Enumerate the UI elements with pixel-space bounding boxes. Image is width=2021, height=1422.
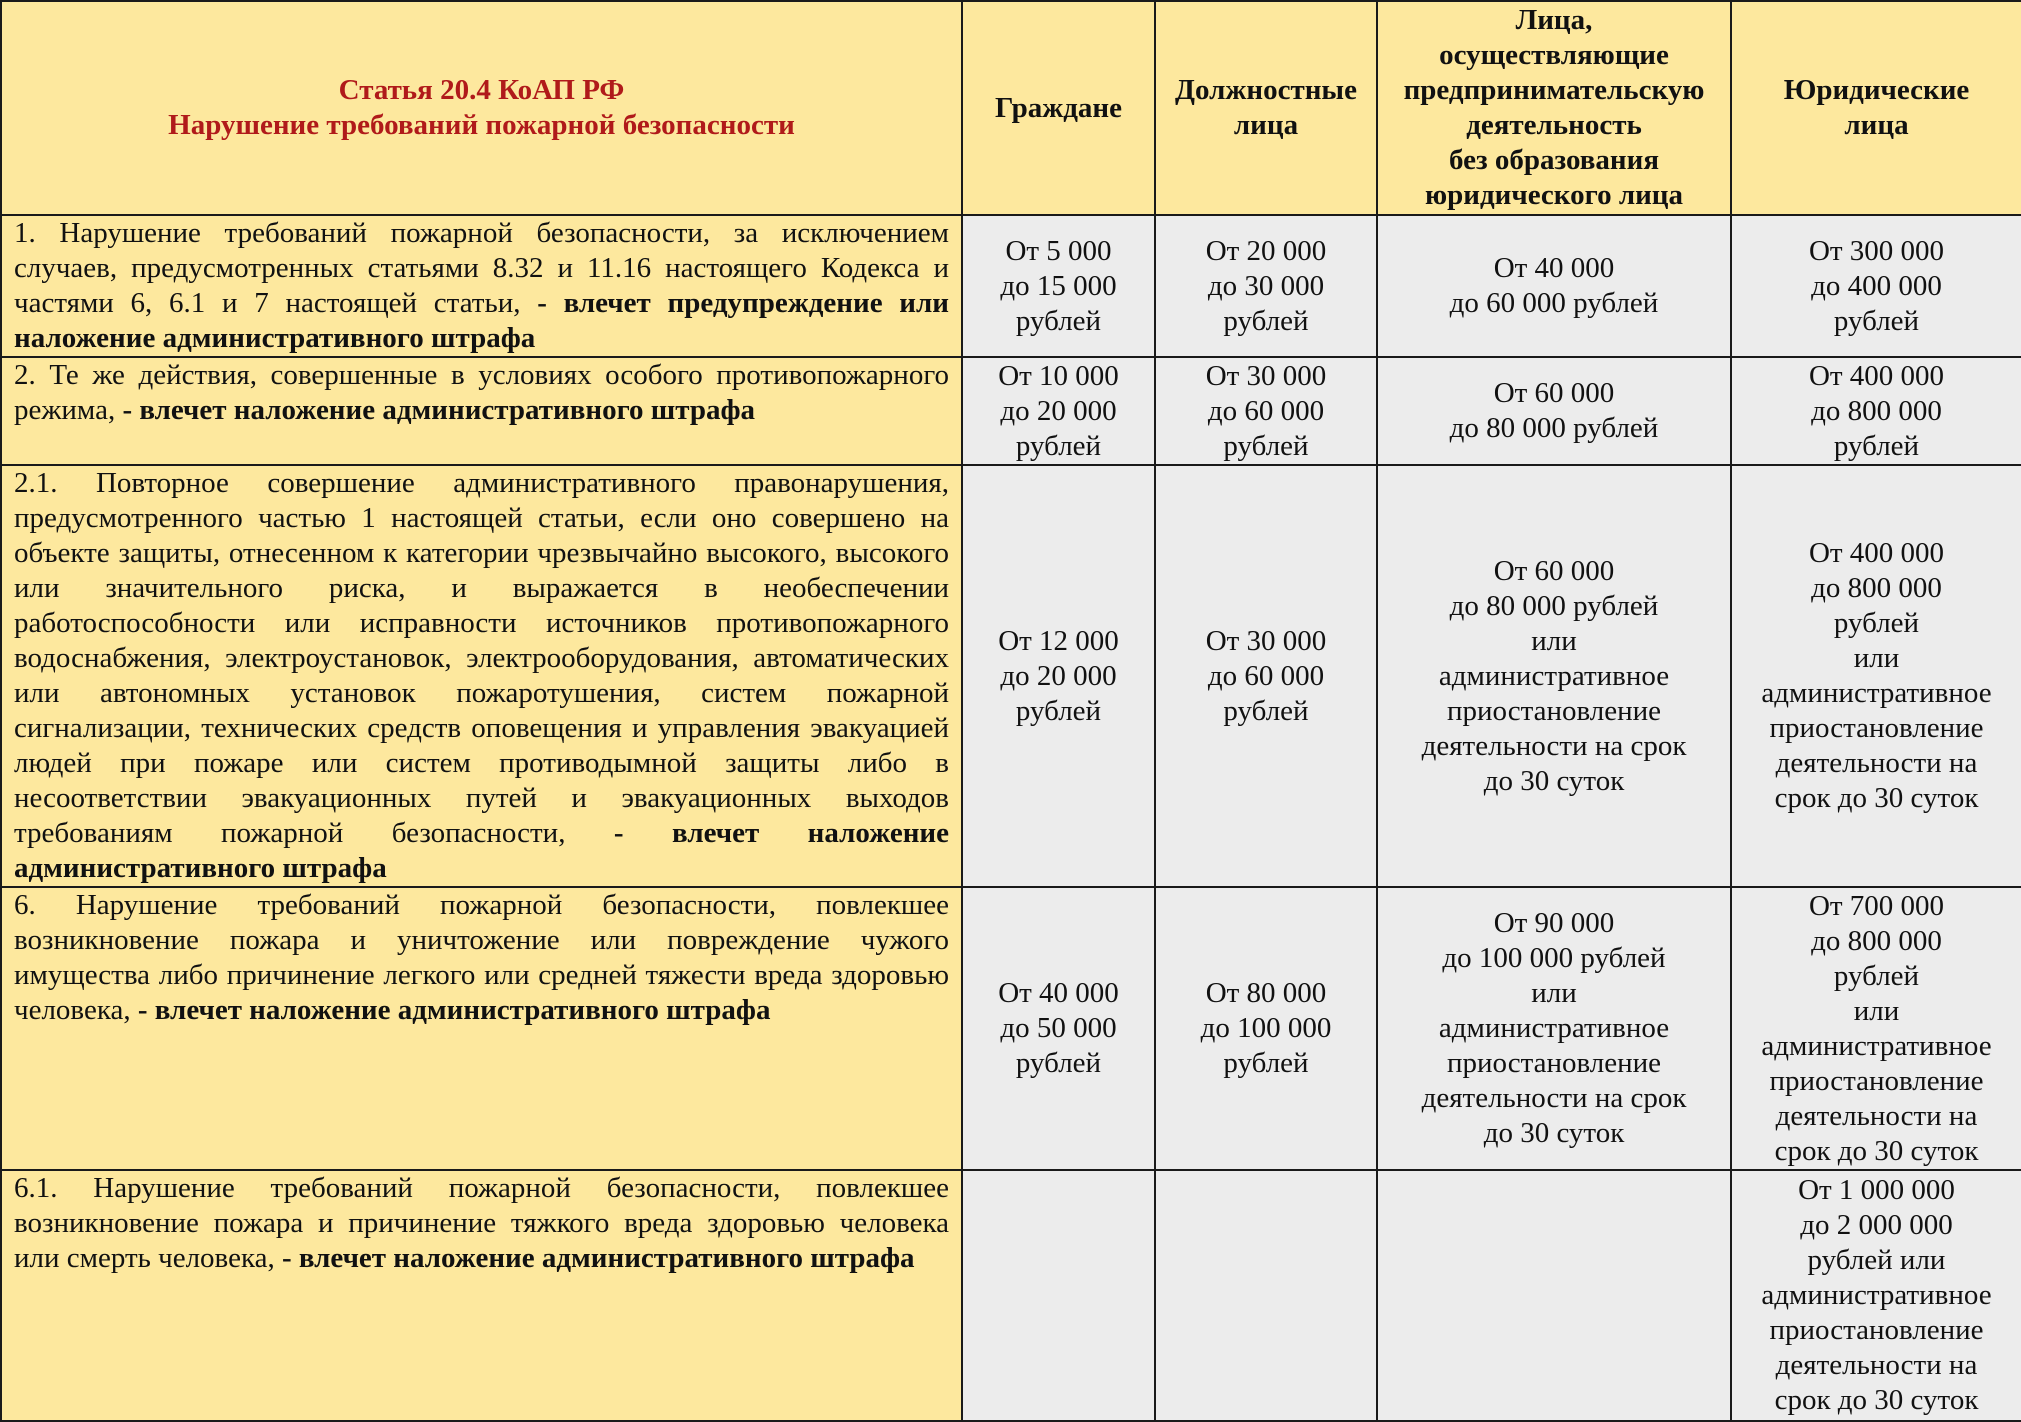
- fine-officials: От 20 000 до 30 000 рублей: [1155, 215, 1377, 357]
- table-row: [1, 887, 2021, 1170]
- offense-description: [1, 357, 962, 465]
- fine-legal-entities: От 400 000 до 800 000 рублей: [1731, 357, 2021, 465]
- header-row: [1, 1, 2021, 215]
- fine-citizens: [962, 1170, 1155, 1421]
- offense-description: [1, 465, 962, 887]
- penalty-text: - влечет наложение административного штрафа: [14, 817, 949, 884]
- offense-text: 2. Те же действия, совершенные в условиях особого противопожарного режима,: [14, 359, 949, 426]
- offense-text: 6.1. Нарушение требований пожарной безопасности, повлекшее возникновение пожара и причинение тяжкого вреда здоровью человека или смерть человека,: [14, 1172, 949, 1274]
- article-title-line2: Нарушение требований пожарной безопасности: [168, 109, 795, 141]
- fine-entrepreneurs: От 60 000 до 80 000 рублей или административное приостановление деятельности на срок до 30 суток: [1377, 465, 1731, 887]
- fine-officials: От 30 000 до 60 000 рублей: [1155, 465, 1377, 887]
- table-row: [1, 357, 2021, 465]
- column-header-citizens: Граждане: [962, 1, 1155, 215]
- fine-citizens: От 12 000 до 20 000 рублей: [962, 465, 1155, 887]
- article-title: [1, 1, 962, 215]
- offense-description: [1, 215, 962, 357]
- fine-entrepreneurs: От 40 000 до 60 000 рублей: [1377, 215, 1731, 357]
- penalty-text: - влечет предупреждение или наложение административного штрафа: [14, 287, 949, 354]
- offense-description: [1, 1170, 962, 1421]
- table-row: [1, 1170, 2021, 1421]
- column-header-officials: Должностные лица: [1155, 1, 1377, 215]
- fine-entrepreneurs: От 90 000 до 100 000 рублей или административное приостановление деятельности на срок до 30 суток: [1377, 887, 1731, 1170]
- article-title-line1: Статья 20.4 КоАП РФ: [338, 74, 625, 106]
- offense-text: 6. Нарушение требований пожарной безопасности, повлекшее возникновение пожара и уничтожение или повреждение чужого имущества либо причинение легкого или средней тяжести вреда здоровью человека,: [14, 889, 949, 1026]
- penalty-text: - влечет наложение административного штрафа: [137, 994, 771, 1026]
- fine-legal-entities: От 1 000 000 до 2 000 000 рублей или административное приостановление деятельности на срок до 30 суток: [1731, 1170, 2021, 1421]
- column-header-legal-entities: Юридические лица: [1731, 1, 2021, 215]
- table-row: [1, 215, 2021, 357]
- fine-entrepreneurs: От 60 000 до 80 000 рублей: [1377, 357, 1731, 465]
- fine-entrepreneurs: [1377, 1170, 1731, 1421]
- offense-description: [1, 887, 962, 1170]
- penalty-text: - влечет наложение административного штрафа: [281, 1242, 915, 1274]
- table-row: [1, 465, 2021, 887]
- fine-officials: [1155, 1170, 1377, 1421]
- fine-legal-entities: От 300 000 до 400 000 рублей: [1731, 215, 2021, 357]
- fine-legal-entities: От 400 000 до 800 000 рублей или административное приостановление деятельности на срок до 30 суток: [1731, 465, 2021, 887]
- fine-citizens: От 40 000 до 50 000 рублей: [962, 887, 1155, 1170]
- offense-text: 1. Нарушение требований пожарной безопасности, за исключением случаев, предусмотренных статьями 8.32 и 11.16 настоящего Кодекса и частями 6, 6.1 и 7 настоящей статьи,: [14, 217, 949, 319]
- offense-text: 2.1. Повторное совершение административного правонарушения, предусмотренного частью 1 настоящей статьи, если оно совершено на объекте защиты, отнесенном к категории чрезвычайно высокого, высокого или значительного риска, и выражается в необеспечении работоспособности или исправности источников противопожарного водоснабжения, электроустановок, электрооборудования, автоматических или автономных установок пожаротушения, систем пожарной сигнализации, технических средств оповещения и управления эвакуацией людей при пожаре или систем противодымной защиты либо в несоответствии эвакуационных путей и эвакуационных выходов требованиям пожарной безопасности,: [14, 467, 949, 849]
- fine-officials: От 30 000 до 60 000 рублей: [1155, 357, 1377, 465]
- column-header-entrepreneurs: Лица, осуществляющие предпринимательскую деятельность без образования юридического лица: [1377, 1, 1731, 215]
- fine-citizens: От 10 000 до 20 000 рублей: [962, 357, 1155, 465]
- fine-legal-entities: От 700 000 до 800 000 рублей или административное приостановление деятельности на срок до 30 суток: [1731, 887, 2021, 1170]
- fine-citizens: От 5 000 до 15 000 рублей: [962, 215, 1155, 357]
- penalty-text: - влечет наложение административного штрафа: [122, 394, 756, 426]
- fine-officials: От 80 000 до 100 000 рублей: [1155, 887, 1377, 1170]
